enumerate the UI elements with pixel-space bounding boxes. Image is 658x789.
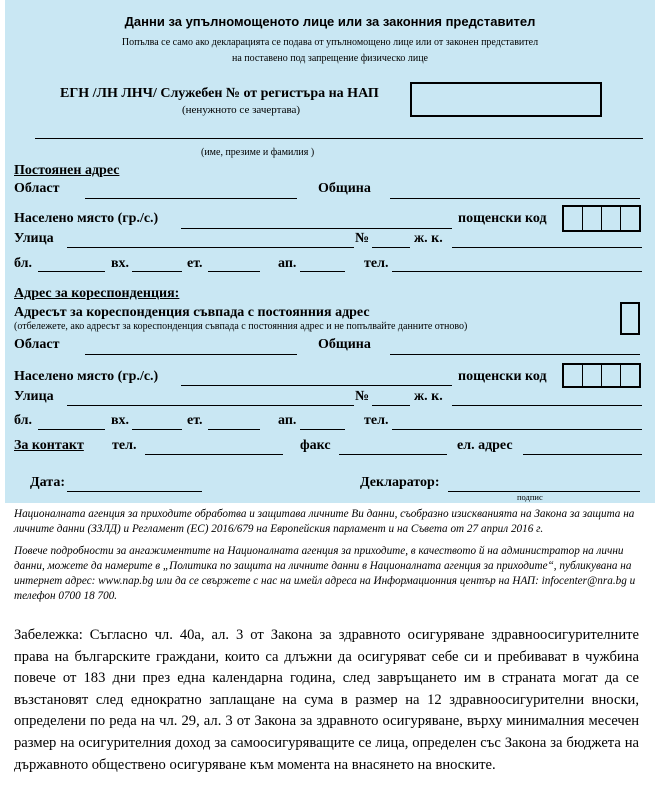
contact-email-field[interactable] xyxy=(523,454,642,455)
declarator-label: Декларатор: xyxy=(360,475,440,490)
perm-vh-label: вх. xyxy=(111,256,130,271)
date-field[interactable] xyxy=(67,491,202,492)
id-number-field[interactable] xyxy=(410,82,602,117)
perm-zhk-field[interactable] xyxy=(452,247,642,248)
contact-email-label: ел. адрес xyxy=(457,438,513,453)
note-paragraph: Забележка: Съгласно чл. 40а, ал. 3 от Закона за здравното осигуряване здравноосигурителните права на българските граждани, които са длъжни да осигуряват себе си и пребивават в чужбина повече от 183 дни през една календарна година, след завръщането им в страната могат да се възстановят след еднократно заплащане на сума в размер на 12 здравноосигурителни вноски, определени по реда на чл. 29, ал. 3 от Закона за здравното осигуряване, върху минималния месечен размер на осигурителния доход за самоосигуряващите се лица, определен със Закона за бюджета на държавното обществено осигуряване към момента на внасянето на вноските. xyxy=(14,627,639,773)
corr-postal-code-field[interactable] xyxy=(562,363,641,388)
perm-obshtina-field[interactable] xyxy=(390,198,640,199)
perm-number-label: № xyxy=(355,231,370,246)
corr-tel-field[interactable] xyxy=(392,429,642,430)
id-hint: (ненужното се зачертава) xyxy=(182,104,301,116)
corr-number-field[interactable] xyxy=(372,405,410,406)
perm-vh-field[interactable] xyxy=(132,271,182,272)
perm-street-field[interactable] xyxy=(67,247,354,248)
corr-street-label: Улица xyxy=(14,389,54,404)
contact-heading: За контакт xyxy=(14,438,84,453)
perm-bl-field[interactable] xyxy=(38,271,105,272)
perm-postal-code-field[interactable] xyxy=(562,205,641,232)
corr-oblast-field[interactable] xyxy=(85,354,297,355)
form-title: Данни за упълномощеното лице или за законния представител xyxy=(124,14,536,29)
perm-settlement-label: Населено място (гр./с.) xyxy=(14,211,159,226)
corr-zhk-field[interactable] xyxy=(452,405,642,406)
form-subtitle-1: Попълва се само ако декларацията се подава от упълномощено лице или от законен представител xyxy=(121,37,539,48)
perm-oblast-label: Област xyxy=(14,181,60,196)
perm-settlement-field[interactable] xyxy=(181,228,452,229)
date-label: Дата: xyxy=(30,475,65,490)
perm-ap-field[interactable] xyxy=(300,271,345,272)
corr-street-field[interactable] xyxy=(67,405,354,406)
perm-et-label: ет. xyxy=(187,256,203,271)
corr-et-label: ет. xyxy=(187,413,203,428)
perm-tel-label: тел. xyxy=(364,256,389,271)
perm-et-field[interactable] xyxy=(208,271,260,272)
perm-bl-label: бл. xyxy=(14,256,33,271)
corr-et-field[interactable] xyxy=(208,429,260,430)
corr-ap-field[interactable] xyxy=(300,429,345,430)
corr-same-checkbox[interactable] xyxy=(620,302,640,335)
perm-postal-code-label: пощенски код xyxy=(458,211,547,226)
name-hint: (име, презиме и фамилия ) xyxy=(201,147,315,158)
corr-same-hint: (отбележете, ако адресът за кореспонденция съвпада с постоянния адрес и не попълвайте данните отново) xyxy=(14,321,468,332)
corr-vh-label: вх. xyxy=(111,413,130,428)
form-subtitle-2: на поставено под запрещение физическо лице xyxy=(232,53,428,64)
correspondence-address-heading: Адрес за кореспонденция: xyxy=(14,286,180,301)
corr-bl-field[interactable] xyxy=(38,429,105,430)
contact-fax-field[interactable] xyxy=(339,454,447,455)
perm-tel-field[interactable] xyxy=(392,271,642,272)
perm-oblast-field[interactable] xyxy=(85,198,297,199)
perm-ap-label: ап. xyxy=(278,256,297,271)
name-field[interactable] xyxy=(35,138,643,139)
id-label: ЕГН /ЛН ЛНЧ/ Служебен № от регистъра на НАП xyxy=(60,86,379,101)
contact-fax-label: факс xyxy=(300,438,331,453)
corr-zhk-label: ж. к. xyxy=(414,389,443,404)
corr-postal-code-label: пощенски код xyxy=(458,369,547,384)
corr-obshtina-field[interactable] xyxy=(390,354,640,355)
corr-vh-field[interactable] xyxy=(132,429,182,430)
corr-ap-label: ап. xyxy=(278,413,297,428)
corr-oblast-label: Област xyxy=(14,337,60,352)
perm-obshtina-label: Община xyxy=(318,181,371,196)
privacy-notice-p2: Повече подробности за ангажиментите на Националната агенция за приходите, в качеството й на администратор на лични данни, можете да намерите в „Политика по защита на личните данни в Националната агенция за приходите“, публикувана на интернет адрес: www.nap.bg или да се свържете с нас на имейл адреса на Информационния център на НАП: infocenter@nra.bg и телефон 0700 18 700. xyxy=(14,545,636,602)
signature-field[interactable] xyxy=(448,491,640,492)
corr-tel-label: тел. xyxy=(364,413,389,428)
permanent-address-heading: Постоянен адрес xyxy=(14,163,120,178)
representative-form xyxy=(5,0,655,503)
privacy-notice-p1: Националната агенция за приходите обработва и защитава личните Ви данни, съобразно изискванията на Закона за защита на личните данни (ЗЗЛД) и Регламент (ЕС) 2016/679 на Европейския парламент и на Съвета от 27 април 2016 г. xyxy=(14,508,635,535)
perm-number-field[interactable] xyxy=(372,247,410,248)
contact-tel-field[interactable] xyxy=(145,454,283,455)
perm-zhk-label: ж. к. xyxy=(414,231,443,246)
corr-settlement-field[interactable] xyxy=(181,385,452,386)
corr-same-label: Адресът за кореспонденция съвпада с постоянния адрес xyxy=(14,305,370,320)
corr-number-label: № xyxy=(355,389,370,404)
signature-hint: подпис xyxy=(517,492,543,502)
perm-street-label: Улица xyxy=(14,231,54,246)
corr-settlement-label: Населено място (гр./с.) xyxy=(14,369,159,384)
corr-bl-label: бл. xyxy=(14,413,33,428)
contact-tel-label: тел. xyxy=(112,438,137,453)
corr-obshtina-label: Община xyxy=(318,337,371,352)
